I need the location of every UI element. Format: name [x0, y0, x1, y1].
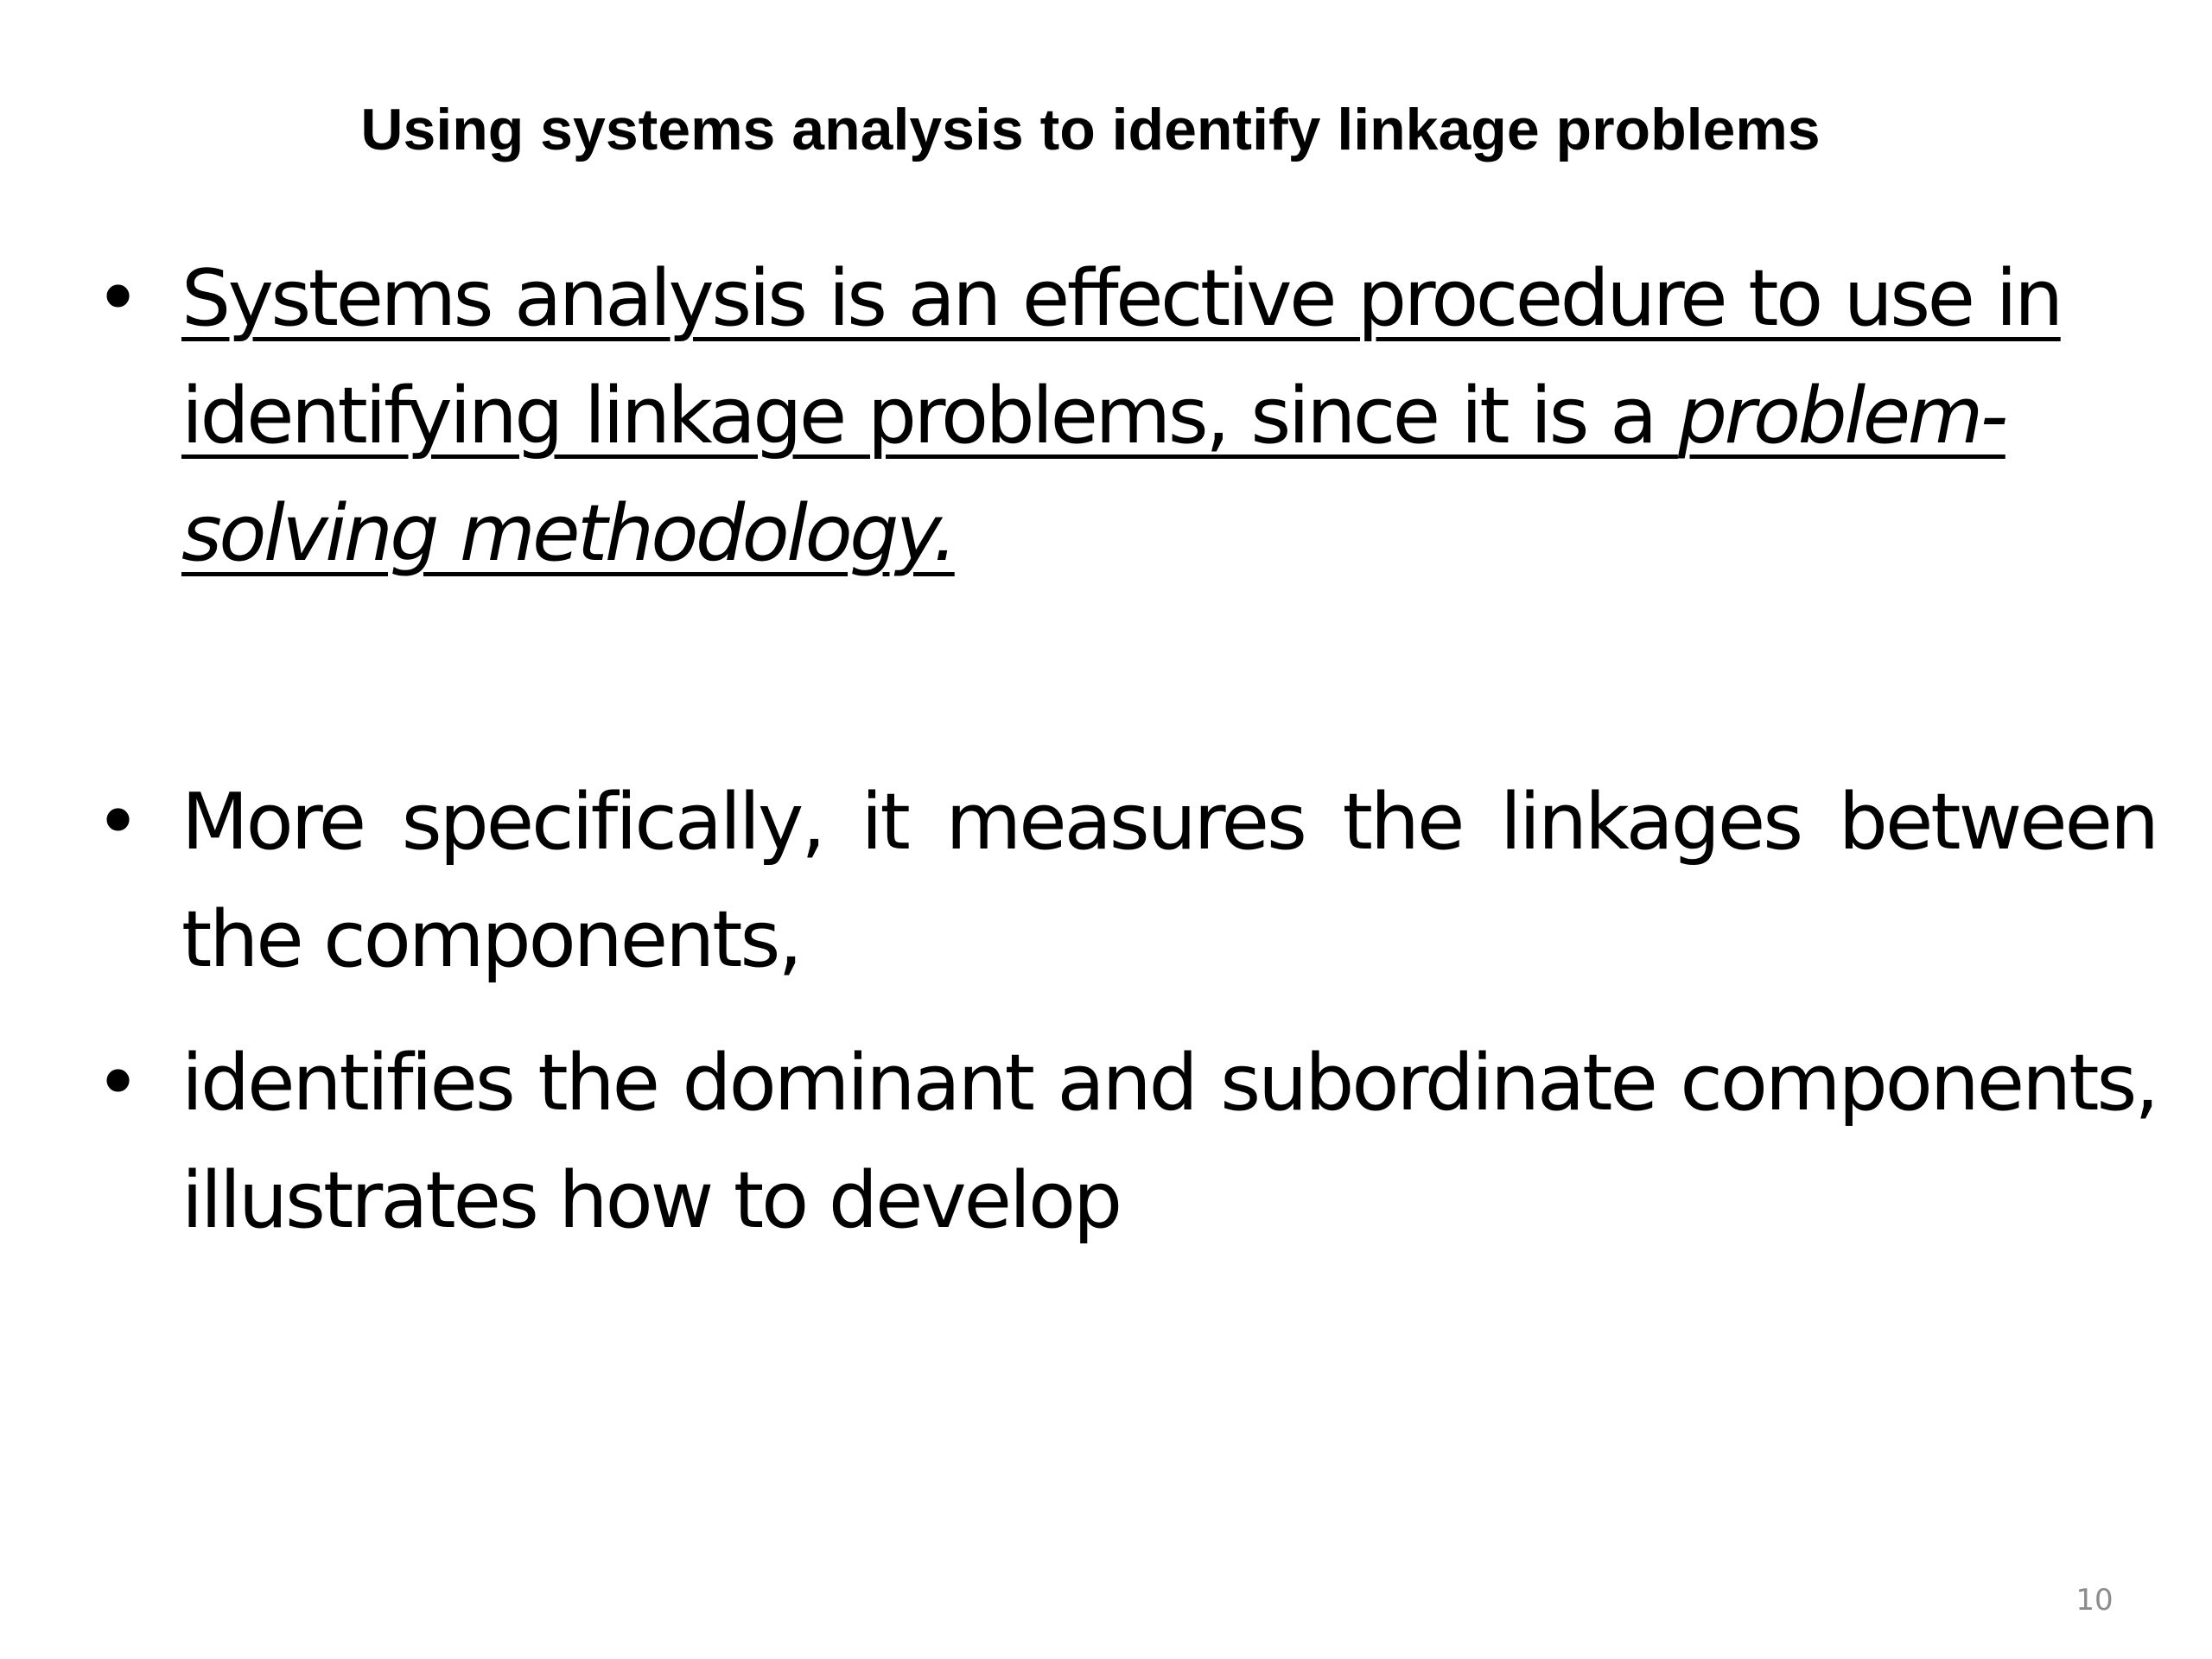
- bullet-text: [181, 253, 2061, 579]
- bullet-text: identifies the dominant and subordinate components, illustrates how to develop: [181, 1038, 2157, 1246]
- slide-title: Using systems analysis to identify linkage problems: [360, 97, 1821, 162]
- bullet-text-main: Systems analysis is an effective procedure to use in identifying linkage problems, since it is a: [181, 253, 2061, 461]
- bullet-text-emphasis: problem-solving methodology.: [181, 371, 2005, 579]
- bullet-item: [95, 1025, 2157, 1260]
- page-number: 10: [2075, 1583, 2113, 1618]
- bullet-item: [95, 240, 2157, 593]
- bullet-marker: •: [95, 777, 139, 868]
- bullet-text: More specifically, it measures the linkages between the components,: [181, 777, 2157, 985]
- bullet-marker: •: [95, 1038, 139, 1128]
- bullet-item: [95, 764, 2157, 999]
- bullet-marker: •: [95, 253, 138, 344]
